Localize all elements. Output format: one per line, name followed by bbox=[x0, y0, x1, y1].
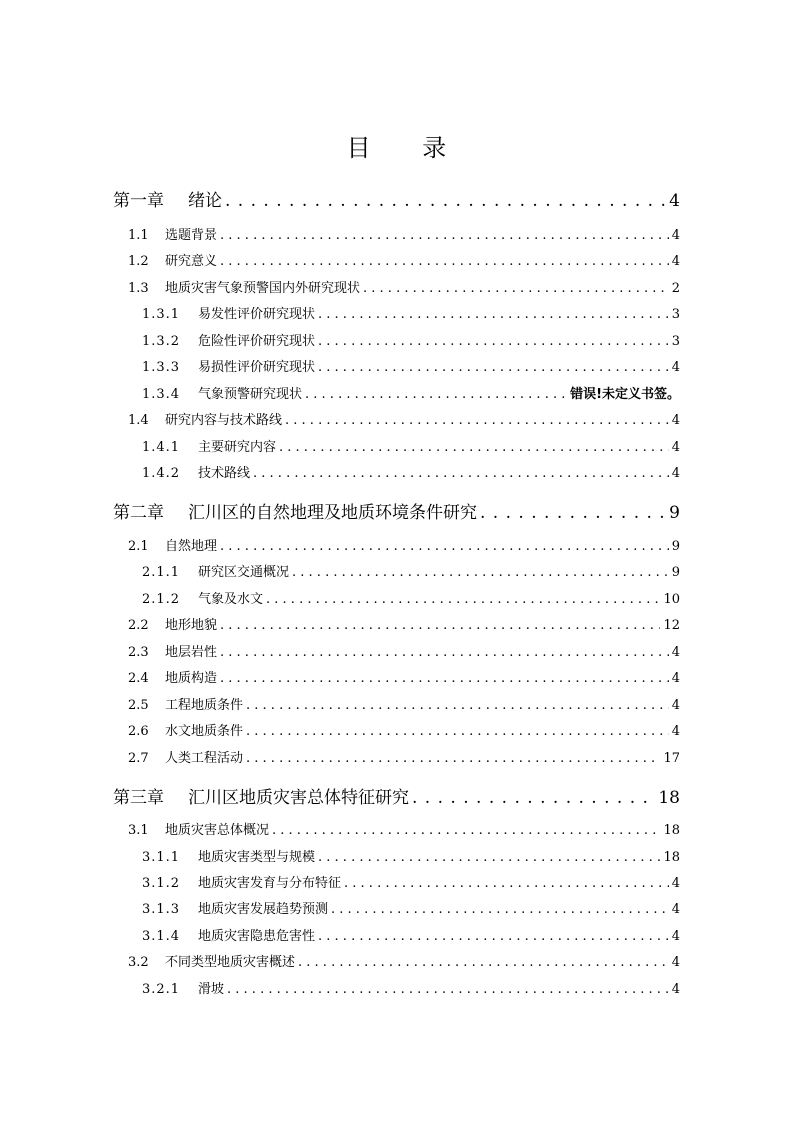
toc-entry-level-3[interactable] bbox=[142, 330, 680, 350]
toc-entry-leader-dots bbox=[318, 334, 669, 349]
toc-entry-number: 2.5 bbox=[128, 698, 149, 713]
toc-entry-page-number: 4 bbox=[671, 876, 680, 891]
toc-entry-number: 3.1.4 bbox=[142, 929, 181, 944]
toc-entry-page-number: 3 bbox=[671, 334, 680, 349]
toc-entry-number: 2.7 bbox=[128, 751, 149, 766]
toc-entry-title: 地质灾害总体概况 bbox=[165, 823, 270, 838]
toc-entry-page-number: 4 bbox=[671, 360, 680, 375]
toc-entry-number: 3.1.1 bbox=[142, 850, 181, 865]
toc-entry-leader-dots bbox=[298, 955, 669, 970]
toc-entry-level-3[interactable] bbox=[142, 462, 680, 482]
toc-entry-page-number: 10 bbox=[663, 592, 680, 607]
toc-entry-title: 气象预警研究现状 bbox=[198, 387, 303, 402]
toc-entry-page-number: 3 bbox=[671, 307, 680, 322]
toc-entry-page-number: 2 bbox=[671, 281, 680, 296]
toc-entry-page-number: 错误!未定义书签。 bbox=[570, 387, 680, 402]
toc-entry-level-3[interactable] bbox=[142, 383, 680, 403]
toc-entry-page-number: 4 bbox=[669, 191, 680, 211]
toc-entry-level-2[interactable] bbox=[128, 614, 680, 634]
toc-entry-page-number: 4 bbox=[671, 466, 680, 481]
toc-entry-number: 2.3 bbox=[128, 645, 149, 660]
toc-entry-page-number: 4 bbox=[671, 671, 680, 686]
toc-entry-page-number: 4 bbox=[671, 254, 680, 269]
toc-entry-leader-dots bbox=[220, 671, 669, 686]
toc-entry-number: 2.1 bbox=[128, 539, 149, 554]
toc-entry-title: 水文地质条件 bbox=[165, 724, 244, 739]
toc-entry-page-number: 4 bbox=[671, 413, 680, 428]
toc-entry-number: 1.3.3 bbox=[142, 360, 181, 375]
toc-entry-number: 1.3.2 bbox=[142, 334, 181, 349]
toc-entry-leader-dots bbox=[225, 191, 666, 211]
toc-entry-leader-dots bbox=[412, 788, 655, 808]
toc-entry-title: 地质灾害发展趋势预测 bbox=[198, 902, 329, 917]
toc-entry-number: 2.1.2 bbox=[142, 592, 181, 607]
toc-entry-leader-dots bbox=[246, 751, 660, 766]
toc-entry-leader-dots bbox=[272, 823, 660, 838]
toc-entry-level-2[interactable] bbox=[128, 250, 680, 270]
toc-entry-level-3[interactable] bbox=[142, 898, 680, 918]
toc-entry-title: 汇川区地质灾害总体特征研究 bbox=[188, 788, 409, 808]
toc-entry-title: 地质灾害隐患危害性 bbox=[198, 929, 316, 944]
toc-entry-title: 地质灾害气象预警国内外研究现状 bbox=[165, 281, 361, 296]
toc-entry-leader-dots bbox=[318, 850, 660, 865]
toc-entry-level-2[interactable] bbox=[128, 641, 680, 661]
toc-entry-leader-dots bbox=[246, 698, 669, 713]
toc-entry-title: 地层岩性 bbox=[165, 645, 218, 660]
toc-entry-title: 地质灾害类型与规模 bbox=[198, 850, 316, 865]
toc-entry-number: 2.1.1 bbox=[142, 565, 181, 580]
toc-entry-level-3[interactable] bbox=[142, 303, 680, 323]
toc-entry-leader-dots bbox=[318, 360, 669, 375]
toc-entry-title: 气象及水文 bbox=[198, 592, 264, 607]
toc-entry-leader-dots bbox=[318, 307, 669, 322]
toc-entry-page-number: 17 bbox=[663, 751, 680, 766]
toc-entry-leader-dots bbox=[363, 281, 669, 296]
toc-entry-title: 地质灾害发育与分布特征 bbox=[198, 876, 342, 891]
toc-entry-level-1[interactable] bbox=[113, 186, 680, 212]
toc-entry-title: 人类工程活动 bbox=[165, 751, 244, 766]
toc-entry-page-number: 4 bbox=[671, 724, 680, 739]
toc-entry-title: 研究意义 bbox=[165, 254, 218, 269]
toc-entry-number: 3.1.3 bbox=[142, 902, 181, 917]
toc-entry-title: 选题背景 bbox=[165, 228, 218, 243]
toc-entry-page-number: 4 bbox=[671, 955, 680, 970]
toc-entry-title: 主要研究内容 bbox=[198, 440, 277, 455]
toc-entry-level-2[interactable] bbox=[128, 694, 680, 714]
toc-entry-number: 1.4.2 bbox=[142, 466, 181, 481]
toc-entry-leader-dots bbox=[266, 592, 660, 607]
toc-entry-level-1[interactable] bbox=[113, 498, 680, 524]
toc-entry-page-number: 9 bbox=[671, 565, 680, 580]
toc-entry-title: 地质构造 bbox=[165, 671, 218, 686]
toc-entry-number: 1.2 bbox=[128, 254, 149, 269]
toc-entry-leader-dots bbox=[246, 724, 669, 739]
toc-entry-page-number: 4 bbox=[671, 902, 680, 917]
toc-entry-number: 第一章 bbox=[113, 191, 164, 211]
toc-entry-number: 2.4 bbox=[128, 671, 149, 686]
toc-entry-page-number: 9 bbox=[671, 539, 680, 554]
toc-entry-title: 研究区交通概况 bbox=[198, 565, 290, 580]
toc-title: 目 录 bbox=[346, 134, 469, 162]
toc-entry-leader-dots bbox=[344, 876, 669, 891]
toc-entry-page-number: 9 bbox=[669, 503, 680, 523]
toc-entry-level-3[interactable] bbox=[142, 561, 680, 581]
toc-entry-leader-dots bbox=[318, 929, 669, 944]
toc-entry-leader-dots bbox=[253, 466, 669, 481]
toc-entry-number: 第三章 bbox=[113, 788, 164, 808]
toc-entry-title: 绪论 bbox=[188, 191, 222, 211]
toc-entry-title: 易发性评价研究现状 bbox=[198, 307, 316, 322]
toc-entry-number: 1.3.4 bbox=[142, 387, 181, 402]
toc-entry-level-3[interactable] bbox=[142, 978, 680, 998]
toc-entry-level-2[interactable] bbox=[128, 720, 680, 740]
toc-entry-title: 地形地貌 bbox=[165, 618, 218, 633]
toc-entry-page-number: 18 bbox=[663, 823, 680, 838]
toc-entry-level-3[interactable] bbox=[142, 356, 680, 376]
toc-entry-level-3[interactable] bbox=[142, 925, 680, 945]
toc-entry-page-number: 4 bbox=[671, 228, 680, 243]
toc-entry-level-2[interactable] bbox=[128, 224, 680, 244]
toc-entry-title: 不同类型地质灾害概述 bbox=[165, 955, 296, 970]
toc-entry-leader-dots bbox=[331, 902, 669, 917]
toc-entry-level-2[interactable] bbox=[128, 951, 680, 971]
toc-entry-number: 2.2 bbox=[128, 618, 149, 633]
toc-entry-page-number: 12 bbox=[663, 618, 680, 633]
toc-entry-leader-dots bbox=[305, 387, 567, 402]
toc-entry-level-3[interactable] bbox=[142, 436, 680, 456]
toc-entry-title: 自然地理 bbox=[165, 539, 218, 554]
toc-entry-page-number: 18 bbox=[658, 788, 680, 808]
toc-entry-leader-dots bbox=[292, 565, 669, 580]
toc-entry-page-number: 4 bbox=[671, 982, 680, 997]
toc-entry-number: 第二章 bbox=[113, 503, 164, 523]
toc-entry-level-3[interactable] bbox=[142, 872, 680, 892]
toc-entry-level-2[interactable] bbox=[128, 819, 680, 839]
toc-entry-leader-dots bbox=[220, 228, 669, 243]
toc-entry-leader-dots bbox=[279, 440, 669, 455]
toc-entry-page-number: 4 bbox=[671, 645, 680, 660]
toc-entry-level-2[interactable] bbox=[128, 747, 680, 767]
toc-entry-number: 1.4 bbox=[128, 413, 149, 428]
toc-entry-level-1[interactable] bbox=[113, 783, 680, 809]
toc-entry-number: 1.1 bbox=[128, 228, 149, 243]
toc-entry-level-3[interactable] bbox=[142, 846, 680, 866]
toc-entry-title: 技术路线 bbox=[198, 466, 251, 481]
toc-entry-leader-dots bbox=[220, 618, 660, 633]
toc-entry-leader-dots bbox=[220, 539, 669, 554]
toc-entry-leader-dots bbox=[285, 413, 669, 428]
toc-entry-leader-dots bbox=[220, 645, 669, 660]
toc-entry-number: 3.1 bbox=[128, 823, 149, 838]
toc-entry-page-number: 4 bbox=[671, 698, 680, 713]
toc-entry-level-2[interactable] bbox=[128, 535, 680, 555]
toc-entry-leader-dots bbox=[220, 254, 669, 269]
toc-entry-title: 工程地质条件 bbox=[165, 698, 244, 713]
toc-entry-number: 3.1.2 bbox=[142, 876, 181, 891]
toc-entry-number: 1.3 bbox=[128, 281, 149, 296]
toc-entry-leader-dots bbox=[227, 982, 669, 997]
toc-entry-number: 3.2.1 bbox=[142, 982, 181, 997]
toc-entry-title: 汇川区的自然地理及地质环境条件研究 bbox=[188, 503, 477, 523]
toc-entry-title: 滑坡 bbox=[198, 982, 225, 997]
toc-entry-leader-dots bbox=[480, 503, 666, 523]
toc-entry-number: 2.6 bbox=[128, 724, 149, 739]
toc-entry-title: 易损性评价研究现状 bbox=[198, 360, 316, 375]
toc-entry-number: 1.4.1 bbox=[142, 440, 181, 455]
toc-entry-level-2[interactable] bbox=[128, 277, 680, 297]
toc-entry-page-number: 4 bbox=[671, 929, 680, 944]
toc-entry-level-2[interactable] bbox=[128, 409, 680, 429]
toc-entry-title: 危险性评价研究现状 bbox=[198, 334, 316, 349]
toc-entry-number: 1.3.1 bbox=[142, 307, 181, 322]
toc-entry-level-3[interactable] bbox=[142, 588, 680, 608]
toc-entry-level-2[interactable] bbox=[128, 667, 680, 687]
toc-entry-title: 研究内容与技术路线 bbox=[165, 413, 283, 428]
toc-entry-page-number: 4 bbox=[671, 440, 680, 455]
toc-entry-page-number: 18 bbox=[663, 850, 680, 865]
toc-entry-number: 3.2 bbox=[128, 955, 149, 970]
